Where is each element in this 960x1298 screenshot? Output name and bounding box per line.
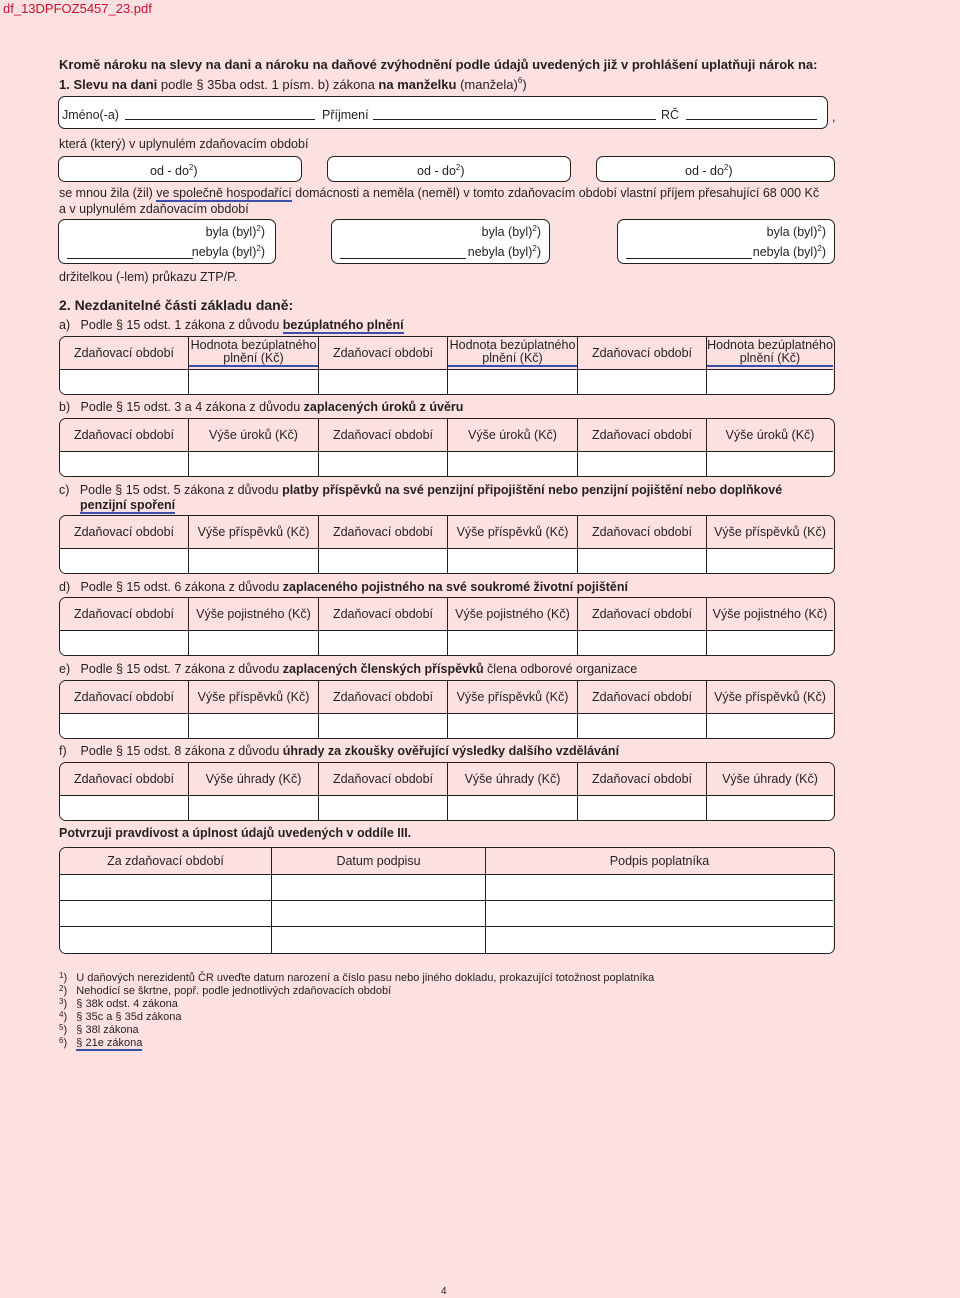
table-e-header (60, 681, 834, 713)
period-label-2: od - $do^2$) (417, 163, 465, 178)
section-b-label: b) Podle § 15 odst. 3 a 4 zákona z důvodu zaplacených úroků z úvěru (59, 400, 464, 414)
section-e-label: e) Podle § 15 odst. 7 zákona z důvodu zaplacených členských příspěvků člena odborové organizace (59, 662, 638, 676)
surname-label: Příjmení (322, 108, 369, 122)
table-a-cell[interactable] (60, 369, 189, 395)
nebyla-option-3[interactable]: nebyla (byl)$^2$) (752, 244, 826, 259)
table-c-cell[interactable] (189, 548, 319, 574)
footnote: $^3$) § 38k odst. 4 zákona (59, 997, 178, 1010)
table-b-header (60, 419, 834, 451)
table-a-h2: Hodnota bezúplatného plnění (Kč) (189, 337, 319, 369)
ztp-line-1 (67, 246, 193, 259)
table-e-cell[interactable] (707, 713, 833, 739)
table-f-header (60, 763, 834, 795)
table-a-h5: Zdaňovací období (578, 337, 707, 369)
table-c-h3: Zdaňovací období (319, 516, 448, 548)
table-b-h4: Výše úroků (Kč) (448, 419, 578, 451)
pdf-filename: df_13DPFOZ5457_23.pdf (3, 1, 152, 16)
comma: , (832, 110, 836, 124)
signature-row (60, 900, 834, 926)
table-f-h2: Výše úhrady (Kč) (189, 763, 319, 795)
table-f-cell[interactable] (707, 795, 833, 821)
table-d-h3: Zdaňovací období (319, 598, 448, 630)
footnotes (59, 972, 654, 1050)
table-b-cell[interactable] (448, 451, 578, 477)
name-field[interactable] (125, 107, 315, 120)
signature-row (60, 926, 834, 953)
ztp-line-2 (340, 246, 466, 259)
table-e-h5: Zdaňovací období (578, 681, 707, 713)
table-f-h3: Zdaňovací období (319, 763, 448, 795)
byla-option-2[interactable]: byla (byl)$^2$) (481, 224, 541, 239)
confirm-title: Potvrzuji pravdivost a úplnost údajů uvedených v oddíle III. (59, 826, 412, 840)
section-a-label: a) Podle § 15 odst. 1 zákona z důvodu bezúplatného plnění (59, 318, 404, 332)
page-number: 4 (441, 1286, 447, 1297)
table-f-cell[interactable] (189, 795, 319, 821)
table-a-row (60, 369, 834, 395)
table-f-h6: Výše úhrady (Kč) (707, 763, 833, 795)
table-b-cell[interactable] (578, 451, 707, 477)
table-f-row (60, 795, 834, 821)
table-d-header (60, 598, 834, 630)
table-c-cell[interactable] (448, 548, 578, 574)
table-a-header (60, 337, 834, 369)
ztp-box-2[interactable] (331, 219, 550, 264)
signature-row (60, 874, 834, 900)
footnote: $^2$) Nehodící se škrtne, popř. podle jednotlivých zdaňovacích období (59, 984, 392, 997)
table-f-cell[interactable] (319, 795, 448, 821)
section-d-label: d) Podle § 15 odst. 6 zákona z důvodu zaplaceného pojistného na své soukromé životní pojištění (59, 580, 628, 594)
byla-option-1[interactable]: byla (byl)$^2$) (205, 224, 265, 239)
section-c-label: c) Podle § 15 odst. 5 zákona z důvodu platby příspěvků na své penzijní připojištění nebo penzijní pojištění nebo doplňkové penzijní spoření (59, 483, 783, 512)
table-b-h6: Výše úroků (Kč) (707, 419, 833, 451)
table-a-cell[interactable] (707, 369, 833, 395)
table-d-cell[interactable] (319, 630, 448, 656)
period-label-1: od - $do^2$) (150, 163, 198, 178)
holder-text: držitelkou (-lem) průkazu ZTP/P. (59, 270, 238, 284)
table-a-cell[interactable] (319, 369, 448, 395)
nebyla-option-1[interactable]: nebyla (byl)$^2$) (191, 244, 265, 259)
signature-cell[interactable] (486, 926, 833, 953)
table-b-cell[interactable] (189, 451, 319, 477)
table-e-cell[interactable] (578, 713, 707, 739)
signature-cell[interactable] (60, 874, 272, 900)
table-c-cell[interactable] (60, 548, 189, 574)
footnote: $^4$) § 35c a § 35d zákona (59, 1010, 182, 1023)
table-d-h2: Výše pojistného (Kč) (189, 598, 319, 630)
table-d-cell[interactable] (60, 630, 189, 656)
table-f-h5: Zdaňovací období (578, 763, 707, 795)
table-e-h4: Výše příspěvků (Kč) (448, 681, 578, 713)
signature-h1: Za zdaňovací období (60, 848, 272, 874)
table-c-row (60, 548, 834, 574)
table-c (59, 515, 835, 574)
table-e-h6: Výše příspěvků (Kč) (707, 681, 833, 713)
table-a-cell[interactable] (189, 369, 319, 395)
rc-field[interactable] (686, 107, 817, 120)
footnote: $^1$) U daňových nerezidentů ČR uveďte datum narození a číslo pasu nebo jiného dokladu, prokazující totožnost poplatníka (59, 971, 655, 984)
signature-table (59, 847, 835, 954)
table-f (59, 762, 835, 821)
ztp-line-3 (626, 246, 752, 259)
rc-label: RČ (661, 108, 680, 122)
table-a-h1: Zdaňovací období (60, 337, 189, 369)
signature-cell[interactable] (60, 900, 272, 926)
signature-header (60, 848, 834, 874)
table-e-cell[interactable] (60, 713, 189, 739)
footnote: $^5$) § 38l zákona (59, 1023, 139, 1036)
lived-text: se mnou žila (žil) ve společně hospodařící domácnosti a neměla (neměl) v tomto zdaňovacím období vlastní příjem přesahující 68 000 Kč (59, 186, 820, 200)
byla-option-3[interactable]: byla (byl)$^2$) (766, 224, 826, 239)
table-a-h6: Hodnota bezúplatného plnění (Kč) (707, 337, 833, 369)
table-a (59, 336, 835, 395)
table-a-cell[interactable] (578, 369, 707, 395)
table-b-cell[interactable] (707, 451, 833, 477)
section-1-heading: 1. Slevu na dani podle § 35ba odst. 1 písm. b) zákona na manželku (manžela)$^6$) (59, 76, 527, 92)
table-d (59, 597, 835, 656)
table-b-h2: Výše úroků (Kč) (189, 419, 319, 451)
table-e-h1: Zdaňovací období (60, 681, 189, 713)
table-c-h1: Zdaňovací období (60, 516, 189, 548)
signature-cell[interactable] (486, 874, 833, 900)
which-text: která (který) v uplynulém zdaňovacím období (59, 137, 309, 151)
table-d-cell[interactable] (707, 630, 833, 656)
table-b-h3: Zdaňovací období (319, 419, 448, 451)
table-e-row (60, 713, 834, 739)
signature-cell[interactable] (60, 926, 272, 953)
table-d-h4: Výše pojistného (Kč) (448, 598, 578, 630)
table-e-h3: Zdaňovací období (319, 681, 448, 713)
nebyla-option-2[interactable]: nebyla (byl)$^2$) (467, 244, 541, 259)
surname-field[interactable] (373, 107, 656, 120)
table-b (59, 418, 835, 477)
table-c-h6: Výše příspěvků (Kč) (707, 516, 833, 548)
table-e-h2: Výše příspěvků (Kč) (189, 681, 319, 713)
period-label-3: od - $do^2$) (685, 163, 733, 178)
table-c-header (60, 516, 834, 548)
name-label: Jméno(-a) (62, 108, 119, 122)
table-e-cell[interactable] (189, 713, 319, 739)
table-c-cell[interactable] (578, 548, 707, 574)
table-f-cell[interactable] (448, 795, 578, 821)
signature-h3: Podpis poplatníka (486, 848, 833, 874)
table-c-cell[interactable] (319, 548, 448, 574)
intro-text: Kromě nároku na slevy na dani a nároku na daňové zvýhodnění podle údajů uvedených již v prohlášení uplatňuji nárok na: (59, 57, 818, 72)
table-f-h1: Zdaňovací období (60, 763, 189, 795)
ztp-box-1[interactable] (58, 219, 276, 264)
lived-text-2: a v uplynulém zdaňovacím období (59, 202, 249, 216)
table-a-h3: Zdaňovací období (319, 337, 448, 369)
table-b-row (60, 451, 834, 477)
signature-cell[interactable] (272, 926, 486, 953)
table-d-row (60, 630, 834, 656)
signature-cell[interactable] (486, 900, 833, 926)
signature-cell[interactable] (272, 874, 486, 900)
table-e-cell[interactable] (319, 713, 448, 739)
ztp-box-3[interactable] (617, 219, 835, 264)
table-b-cell[interactable] (60, 451, 189, 477)
table-d-h6: Výše pojistného (Kč) (707, 598, 833, 630)
section-2-title: 2. Nezdanitelné části základu daně: (59, 297, 294, 313)
footnote: $^6$) § 21e zákona (59, 1036, 143, 1049)
table-c-h4: Výše příspěvků (Kč) (448, 516, 578, 548)
table-d-h1: Zdaňovací období (60, 598, 189, 630)
table-d-cell[interactable] (189, 630, 319, 656)
table-a-h4: Hodnota bezúplatného plnění (Kč) (448, 337, 578, 369)
table-e-cell[interactable] (448, 713, 578, 739)
table-d-cell[interactable] (578, 630, 707, 656)
table-f-cell[interactable] (578, 795, 707, 821)
table-b-h1: Zdaňovací období (60, 419, 189, 451)
signature-h2: Datum podpisu (272, 848, 486, 874)
table-c-h5: Zdaňovací období (578, 516, 707, 548)
table-d-h5: Zdaňovací období (578, 598, 707, 630)
table-d-cell[interactable] (448, 630, 578, 656)
table-a-cell[interactable] (448, 369, 578, 395)
table-f-h4: Výše úhrady (Kč) (448, 763, 578, 795)
table-c-cell[interactable] (707, 548, 833, 574)
table-c-h2: Výše příspěvků (Kč) (189, 516, 319, 548)
signature-cell[interactable] (272, 900, 486, 926)
table-f-cell[interactable] (60, 795, 189, 821)
table-e (59, 680, 835, 739)
table-b-h5: Zdaňovací období (578, 419, 707, 451)
section-f-label: f) Podle § 15 odst. 8 zákona z důvodu úhrady za zkoušky ověřující výsledky dalšího vzdělávání (59, 744, 620, 758)
table-b-cell[interactable] (319, 451, 448, 477)
